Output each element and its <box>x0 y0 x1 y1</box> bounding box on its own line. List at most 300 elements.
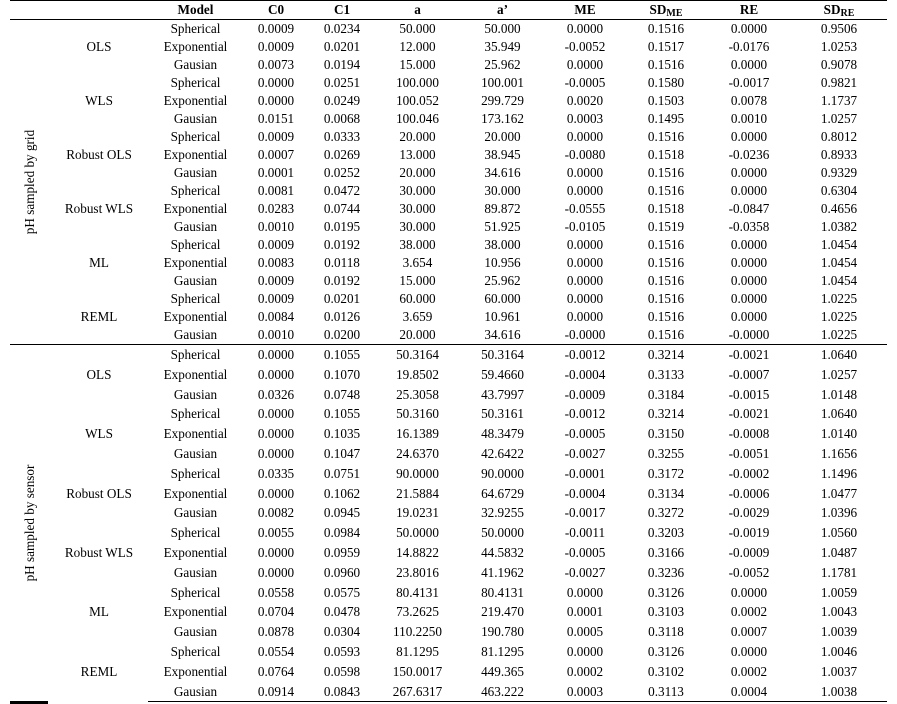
value-cell: 0.0000 <box>730 584 768 600</box>
value-cell: 38.945 <box>484 147 521 162</box>
model-cell: Spherical <box>170 584 221 600</box>
value-cell: 30.000 <box>484 183 521 198</box>
value-cell: 449.365 <box>481 663 524 679</box>
value-cell: 0.0000 <box>730 57 768 72</box>
value-cell: -0.0027 <box>564 445 606 461</box>
value-cell: 0.9506 <box>820 21 858 36</box>
value-cell: 0.1035 <box>323 426 361 442</box>
value-cell: 0.0126 <box>323 309 361 324</box>
value-cell: 20.000 <box>484 129 521 144</box>
value-cell: 0.0000 <box>730 237 768 252</box>
value-cell: 50.3161 <box>481 406 524 422</box>
value-cell: 1.0487 <box>820 544 858 560</box>
value-cell: -0.0017 <box>728 75 770 90</box>
value-cell: 38.000 <box>399 237 436 252</box>
value-cell: -0.0008 <box>728 426 770 442</box>
value-cell: 1.1496 <box>820 465 858 481</box>
section-label <box>10 345 50 702</box>
value-cell: 299.729 <box>481 93 524 108</box>
value-cell: 0.0333 <box>323 129 361 144</box>
method-cell: ML <box>89 604 109 620</box>
value-cell: 60.000 <box>484 291 521 306</box>
value-cell: 0.0751 <box>323 465 361 481</box>
table-row <box>10 523 887 543</box>
model-cell: Gausian <box>173 57 218 72</box>
value-cell: 24.6370 <box>396 445 439 461</box>
value-cell: 0.0078 <box>730 93 768 108</box>
value-cell: 0.0009 <box>257 273 295 288</box>
header-me: ME <box>545 1 625 20</box>
value-cell: 20.000 <box>399 129 436 144</box>
value-cell: 0.0914 <box>243 682 309 702</box>
value-cell: 0.0000 <box>257 426 295 442</box>
value-cell: 0.1516 <box>647 21 685 36</box>
value-cell: 0.1516 <box>647 309 685 324</box>
value-cell: 0.0073 <box>257 57 295 72</box>
value-cell: 0.1070 <box>323 366 361 382</box>
value-cell: 0.1516 <box>647 57 685 72</box>
value-cell: 0.0009 <box>257 237 295 252</box>
value-cell: 1.0640 <box>820 406 858 422</box>
value-cell: 0.0083 <box>257 255 295 270</box>
value-cell: 0.0195 <box>323 219 361 234</box>
value-cell: 0.0472 <box>323 183 361 198</box>
value-cell: 100.001 <box>481 75 524 90</box>
value-cell: 1.0560 <box>820 525 858 541</box>
value-cell: 0.0960 <box>323 564 361 580</box>
value-cell: -0.0005 <box>564 426 606 442</box>
header-sd-re: $SD_{RE}$ <box>791 1 887 20</box>
value-cell: 0.0598 <box>323 663 361 679</box>
header-a-prime: a’ <box>460 1 545 20</box>
value-cell: 0.3214 <box>647 406 685 422</box>
model-cell: Spherical <box>170 465 221 481</box>
value-cell: 81.1295 <box>481 643 524 659</box>
value-cell: 48.3479 <box>481 426 524 442</box>
value-cell: 0.0000 <box>257 544 295 560</box>
value-cell: 0.0269 <box>323 147 361 162</box>
value-cell: 43.7997 <box>481 386 524 402</box>
value-cell: 0.0304 <box>323 624 361 640</box>
value-cell: 1.0253 <box>820 39 858 54</box>
table-row <box>10 583 887 603</box>
value-cell: -0.0051 <box>728 445 770 461</box>
method-cell: WLS <box>85 426 113 442</box>
value-cell: -0.0009 <box>564 386 606 402</box>
model-cell: Exponential <box>163 201 228 216</box>
value-cell: 0.3103 <box>647 604 685 620</box>
value-cell: 0.0283 <box>257 201 295 216</box>
value-cell: -0.0017 <box>564 505 606 521</box>
value-cell: 1.0257 <box>820 366 858 382</box>
value-cell: 35.949 <box>484 39 521 54</box>
value-cell: 0.3118 <box>648 624 684 640</box>
value-cell: 0.0007 <box>730 624 768 640</box>
value-cell: 0.0000 <box>257 93 295 108</box>
model-cell: Gausian <box>173 564 218 580</box>
value-cell: 60.000 <box>399 291 436 306</box>
value-cell: -0.0847 <box>728 201 770 216</box>
value-cell: 0.0002 <box>730 604 768 620</box>
value-cell: 0.3134 <box>647 485 685 501</box>
method-cell: REML <box>80 664 118 679</box>
model-cell: Gausian <box>173 165 218 180</box>
value-cell: 0.3172 <box>647 465 685 481</box>
value-cell: 64.6729 <box>481 485 524 501</box>
model-cell: Exponential <box>163 309 228 324</box>
table-row <box>10 290 887 308</box>
value-cell: 0.1495 <box>647 111 685 126</box>
model-cell: Exponential <box>163 255 228 270</box>
value-cell: 110.2250 <box>393 624 442 640</box>
header-row <box>10 1 887 20</box>
value-cell: 1.0640 <box>791 345 887 365</box>
table-row <box>10 182 887 200</box>
table-row <box>10 128 887 146</box>
value-cell: 0.0000 <box>257 485 295 501</box>
value-cell: 1.0454 <box>820 255 858 270</box>
model-cell: Exponential <box>163 93 228 108</box>
value-cell: 0.0000 <box>566 129 604 144</box>
value-cell: 1.0382 <box>820 219 858 234</box>
value-cell: 0.1516 <box>647 255 685 270</box>
value-cell: -0.0029 <box>728 505 770 521</box>
value-cell: 0.0000 <box>566 584 604 600</box>
value-cell: 0.0001 <box>257 165 295 180</box>
model-cell: Spherical <box>170 183 221 198</box>
value-cell: 100.052 <box>396 93 439 108</box>
value-cell: 0.0000 <box>730 165 768 180</box>
value-cell: 0.0000 <box>566 165 604 180</box>
value-cell: 0.0000 <box>566 183 604 198</box>
value-cell: 34.616 <box>484 165 521 180</box>
value-cell: 0.0192 <box>323 273 361 288</box>
value-cell: 1.0225 <box>820 309 858 324</box>
value-cell: 16.1389 <box>396 426 439 442</box>
value-cell: 0.0000 <box>730 183 768 198</box>
value-cell: 3.654 <box>402 255 433 270</box>
value-cell: 14.8822 <box>396 544 439 560</box>
value-cell: 1.0043 <box>820 604 858 620</box>
model-cell: Spherical <box>170 237 221 252</box>
value-cell: 0.1516 <box>647 327 685 342</box>
value-cell: 1.0046 <box>820 643 858 659</box>
value-cell: 23.8016 <box>396 564 439 580</box>
value-cell: 0.0000 <box>566 309 604 324</box>
value-cell: 0.0335 <box>257 465 295 481</box>
model-cell: Gausian <box>173 386 218 402</box>
value-cell: 19.8502 <box>396 366 439 382</box>
value-cell: -0.0015 <box>728 386 770 402</box>
value-cell: 0.0959 <box>323 544 361 560</box>
value-cell: 1.0059 <box>820 584 858 600</box>
value-cell: 0.0020 <box>566 93 604 108</box>
value-cell: -0.0004 <box>564 366 606 382</box>
model-cell: Exponential <box>163 663 228 679</box>
value-cell: 0.3102 <box>647 663 685 679</box>
value-cell: 0.4656 <box>820 201 858 216</box>
value-cell: 100.046 <box>396 111 439 126</box>
value-cell: -0.0027 <box>564 564 606 580</box>
value-cell: 0.0000 <box>730 21 768 36</box>
value-cell: 0.0000 <box>257 406 295 422</box>
value-cell: 50.3160 <box>396 406 439 422</box>
table-row <box>10 74 887 92</box>
value-cell: 0.8012 <box>820 129 858 144</box>
value-cell: 0.0000 <box>566 255 604 270</box>
value-cell: -0.0011 <box>564 525 606 541</box>
value-cell: 15.000 <box>399 273 436 288</box>
value-cell: 1.0477 <box>820 485 858 501</box>
section-label <box>10 20 50 345</box>
value-cell: 0.0000 <box>257 564 295 580</box>
value-cell: 41.1962 <box>481 564 524 580</box>
value-cell: 0.0000 <box>730 273 768 288</box>
value-cell: 20.000 <box>399 327 436 342</box>
header-a: a <box>375 1 460 20</box>
value-cell: 0.0000 <box>243 345 309 365</box>
value-cell: 0.9821 <box>820 75 858 90</box>
value-cell: 0.0081 <box>257 183 295 198</box>
value-cell: 0.0055 <box>257 525 295 541</box>
value-cell: 10.961 <box>484 309 521 324</box>
value-cell: 0.3166 <box>647 544 685 560</box>
value-cell: 100.000 <box>396 75 439 90</box>
value-cell: 42.6422 <box>481 445 524 461</box>
value-cell: 0.1580 <box>647 75 685 90</box>
value-cell: 0.3184 <box>647 386 685 402</box>
value-cell: -0.0000 <box>564 327 606 342</box>
value-cell: 1.0257 <box>820 111 858 126</box>
value-cell: 30.000 <box>399 219 436 234</box>
value-cell: 0.0084 <box>257 309 295 324</box>
method-cell: Robust OLS <box>66 485 132 501</box>
value-cell: 1.0454 <box>820 273 858 288</box>
value-cell: 0.1518 <box>647 201 685 216</box>
value-cell: 0.1516 <box>647 237 685 252</box>
value-cell: 0.3255 <box>647 445 685 461</box>
value-cell: 0.9078 <box>820 57 858 72</box>
value-cell: -0.0004 <box>564 485 606 501</box>
value-cell: 0.3236 <box>647 564 685 580</box>
value-cell: 30.000 <box>399 183 436 198</box>
header-section <box>10 1 50 20</box>
value-cell: 0.0082 <box>257 505 295 521</box>
value-cell: 73.2625 <box>396 604 439 620</box>
value-cell: -0.0009 <box>728 544 770 560</box>
value-cell: 0.0009 <box>257 129 295 144</box>
value-cell: 0.0010 <box>257 219 295 234</box>
value-cell: 0.0009 <box>257 291 295 306</box>
value-cell: 0.0575 <box>323 584 361 600</box>
value-cell: 0.3214 <box>625 345 707 365</box>
value-cell: 0.0000 <box>257 366 295 382</box>
value-cell: 25.962 <box>484 273 521 288</box>
model-cell: Spherical <box>170 643 221 659</box>
value-cell: 80.4131 <box>481 584 524 600</box>
value-cell: 0.0000 <box>730 309 768 324</box>
value-cell: 1.1737 <box>820 93 858 108</box>
value-cell: -0.0019 <box>728 525 770 541</box>
value-cell: 0.3272 <box>647 505 685 521</box>
value-cell: 267.6317 <box>375 682 460 702</box>
value-cell: 50.000 <box>484 21 521 36</box>
value-cell: -0.0005 <box>564 75 606 90</box>
value-cell: 0.0593 <box>323 643 361 659</box>
value-cell: 0.3133 <box>647 366 685 382</box>
value-cell: 0.0000 <box>730 643 768 659</box>
value-cell: 0.0326 <box>257 386 295 402</box>
table-row <box>10 404 887 424</box>
model-cell: Exponential <box>163 366 228 382</box>
value-cell: 12.000 <box>399 39 436 54</box>
variogram-results-table <box>10 0 887 702</box>
method-cell: REML <box>80 309 118 324</box>
value-cell: 0.0192 <box>323 237 361 252</box>
value-cell: 81.1295 <box>396 643 439 659</box>
method-cell: Robust WLS <box>64 544 134 560</box>
model-cell: Gausian <box>173 327 218 342</box>
value-cell: 0.0843 <box>309 682 375 702</box>
header-c1: C1 <box>309 1 375 20</box>
value-cell: 0.3126 <box>647 643 685 659</box>
value-cell: 0.0251 <box>323 75 361 90</box>
results-table-wrapper <box>10 0 887 702</box>
value-cell: 0.0002 <box>566 663 604 679</box>
value-cell: 0.3126 <box>647 584 685 600</box>
value-cell: 0.0000 <box>257 445 295 461</box>
model-cell: Spherical <box>170 21 221 36</box>
table-row <box>10 345 887 365</box>
model-cell: Gausian <box>173 624 218 640</box>
value-cell: 0.0554 <box>257 643 295 659</box>
value-cell: 0.0252 <box>323 165 361 180</box>
value-cell: 0.1516 <box>647 165 685 180</box>
value-cell: 0.0200 <box>323 327 361 342</box>
value-cell: 34.616 <box>484 327 521 342</box>
value-cell: 20.000 <box>399 165 436 180</box>
value-cell: 0.0009 <box>257 21 295 36</box>
value-cell: 50.0000 <box>396 525 439 541</box>
value-cell: 0.0744 <box>323 201 361 216</box>
value-cell: 19.0231 <box>396 505 439 521</box>
value-cell: 0.1519 <box>647 219 685 234</box>
value-cell: -0.0021 <box>728 406 770 422</box>
method-cell: Robust OLS <box>66 147 132 162</box>
value-cell: 0.0558 <box>257 584 295 600</box>
value-cell: 0.0010 <box>257 327 295 342</box>
model-cell: Gausian <box>173 111 218 126</box>
model-cell: Gausian <box>173 219 218 234</box>
value-cell: 0.0000 <box>730 291 768 306</box>
value-cell: 1.0148 <box>820 386 858 402</box>
value-cell: 0.0878 <box>257 624 295 640</box>
value-cell: 0.1503 <box>647 93 685 108</box>
value-cell: 59.4660 <box>481 366 524 382</box>
value-cell: 13.000 <box>399 147 436 162</box>
value-cell: 0.1047 <box>323 445 361 461</box>
value-cell: -0.0105 <box>564 219 606 234</box>
model-cell: Gausian <box>148 682 243 702</box>
model-cell: Exponential <box>163 39 228 54</box>
method-cell: Robust WLS <box>64 201 134 216</box>
header-re: RE <box>707 1 791 20</box>
value-cell: 1.0225 <box>820 327 858 342</box>
table-row <box>10 20 887 39</box>
section-label-text: pH sampled by sensor <box>22 465 38 582</box>
value-cell: 0.0000 <box>566 273 604 288</box>
value-cell: -0.0176 <box>728 39 770 54</box>
value-cell: -0.0012 <box>545 345 625 365</box>
value-cell: 0.0000 <box>566 291 604 306</box>
value-cell: 50.3164 <box>460 345 545 365</box>
value-cell: 0.0478 <box>323 604 361 620</box>
value-cell: 0.0764 <box>257 663 295 679</box>
value-cell: 0.0007 <box>257 147 295 162</box>
value-cell: 0.0000 <box>566 237 604 252</box>
model-cell: Exponential <box>163 426 228 442</box>
value-cell: 90.0000 <box>481 465 524 481</box>
value-cell: 0.1055 <box>309 345 375 365</box>
value-cell: 0.0201 <box>323 39 361 54</box>
value-cell: 0.0201 <box>323 291 361 306</box>
value-cell: -0.0000 <box>728 327 770 342</box>
model-cell: Spherical <box>170 291 221 306</box>
table-row <box>10 236 887 254</box>
model-cell: Spherical <box>170 75 221 90</box>
value-cell: 0.0003 <box>566 111 604 126</box>
value-cell: 89.872 <box>484 201 521 216</box>
header-c0: C0 <box>243 1 309 20</box>
model-cell: Gausian <box>173 273 218 288</box>
value-cell: 0.3203 <box>647 525 685 541</box>
value-cell: 3.659 <box>402 309 433 324</box>
value-cell: 32.9255 <box>481 505 524 521</box>
method-cell: WLS <box>85 93 113 108</box>
value-cell: -0.0012 <box>564 406 606 422</box>
value-cell: -0.0006 <box>728 485 770 501</box>
value-cell: -0.0005 <box>564 544 606 560</box>
value-cell: 30.000 <box>399 201 436 216</box>
value-cell: -0.0236 <box>728 147 770 162</box>
method-cell: OLS <box>86 39 112 54</box>
value-cell: 10.956 <box>484 255 521 270</box>
value-cell: 0.0000 <box>730 129 768 144</box>
value-cell: 50.0000 <box>481 525 524 541</box>
model-cell: Exponential <box>163 485 228 501</box>
value-cell: 0.0234 <box>323 21 361 36</box>
value-cell: 0.3150 <box>647 426 685 442</box>
value-cell: 173.162 <box>481 111 524 126</box>
value-cell: 0.0000 <box>257 75 295 90</box>
method-cell: OLS <box>50 345 148 405</box>
value-cell: 0.0945 <box>323 505 361 521</box>
value-cell: 51.925 <box>484 219 521 234</box>
value-cell: 0.1516 <box>647 291 685 306</box>
model-cell: Exponential <box>163 544 228 560</box>
value-cell: 0.1516 <box>647 273 685 288</box>
model-cell: Spherical <box>170 406 221 422</box>
value-cell: -0.0007 <box>728 366 770 382</box>
section-grid-body <box>10 20 887 345</box>
value-cell: 44.5832 <box>481 544 524 560</box>
value-cell: 0.0003 <box>545 682 625 702</box>
value-cell: -0.0052 <box>564 39 606 54</box>
value-cell: 1.0225 <box>820 291 858 306</box>
value-cell: 0.0010 <box>730 111 768 126</box>
value-cell: 0.0704 <box>257 604 295 620</box>
value-cell: 25.962 <box>484 57 521 72</box>
